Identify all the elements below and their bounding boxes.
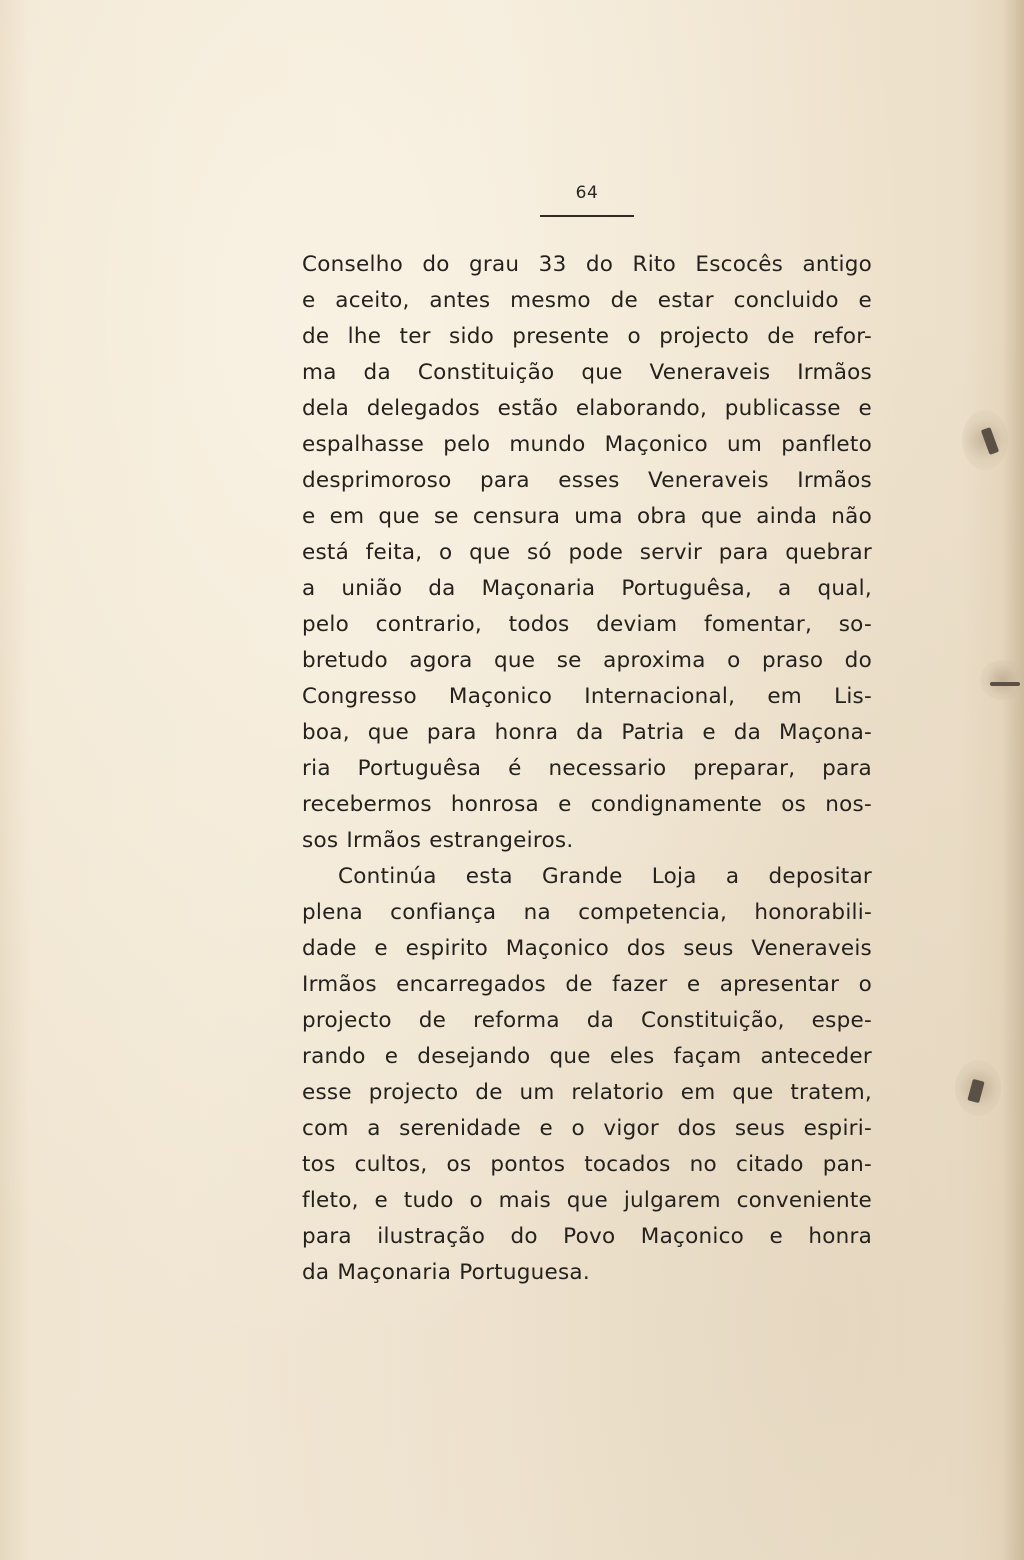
text-line: da Maçonaria Portuguesa. bbox=[302, 1260, 590, 1285]
text-line: e aceito, antes mesmo de estar concluido e bbox=[302, 288, 872, 313]
page-number-rule bbox=[540, 215, 634, 217]
text-line: projecto de reforma da Constituição, espe- bbox=[302, 1008, 872, 1033]
text-line: ria Portuguêsa é necessario preparar, para bbox=[302, 756, 872, 781]
page-number: 64 bbox=[575, 183, 599, 203]
page-edge-shadow bbox=[1002, 0, 1024, 1560]
text-line: desprimoroso para esses Veneraveis Irmãos bbox=[302, 468, 872, 493]
text-line: dade e espirito Maçonico dos seus Veneraveis bbox=[302, 936, 872, 961]
text-line: Irmãos encarregados de fazer e apresentar o bbox=[302, 972, 872, 997]
body-text bbox=[302, 247, 872, 1291]
text-line: pelo contrario, todos deviam fomentar, so- bbox=[302, 612, 872, 637]
binding-hole-mark bbox=[980, 660, 1024, 700]
binding-thread-mark bbox=[990, 682, 1020, 686]
text-line: está feita, o que só pode servir para quebrar bbox=[302, 540, 872, 565]
text-line: a união da Maçonaria Portuguêsa, a qual, bbox=[302, 576, 872, 601]
text-line: Congresso Maçonico Internacional, em Lis- bbox=[302, 684, 872, 709]
text-line: ma da Constituição que Veneraveis Irmãos bbox=[302, 360, 872, 385]
text-line: com a serenidade e o vigor dos seus espiri- bbox=[302, 1116, 872, 1141]
text-line: sos Irmãos estrangeiros. bbox=[302, 828, 574, 853]
text-line: rando e desejando que eles façam anteceder bbox=[302, 1044, 872, 1069]
paragraph-start-line: Continúa esta Grande Loja a depositar bbox=[338, 864, 872, 889]
text-line: esse projecto de um relatorio em que tratem, bbox=[302, 1080, 872, 1105]
text-line: bretudo agora que se aproxima o praso do bbox=[302, 648, 872, 673]
text-line: espalhasse pelo mundo Maçonico um panfleto bbox=[302, 432, 872, 457]
text-line: boa, que para honra da Patria e da Maçona- bbox=[302, 720, 872, 745]
text-line: tos cultos, os pontos tocados no citado pan- bbox=[302, 1152, 872, 1177]
text-line: dela delegados estão elaborando, publicasse e bbox=[302, 396, 872, 421]
text-line: para ilustração do Povo Maçonico e honra bbox=[302, 1224, 872, 1249]
text-line: Conselho do grau 33 do Rito Escocês antigo bbox=[302, 252, 872, 277]
text-line: de lhe ter sido presente o projecto de refor- bbox=[302, 324, 872, 349]
text-line: plena confiança na competencia, honorabili- bbox=[302, 900, 872, 925]
text-line: recebermos honrosa e condignamente os nos- bbox=[302, 792, 872, 817]
text-line: fleto, e tudo o mais que julgarem conveniente bbox=[302, 1188, 872, 1213]
text-line: e em que se censura uma obra que ainda não bbox=[302, 504, 872, 529]
